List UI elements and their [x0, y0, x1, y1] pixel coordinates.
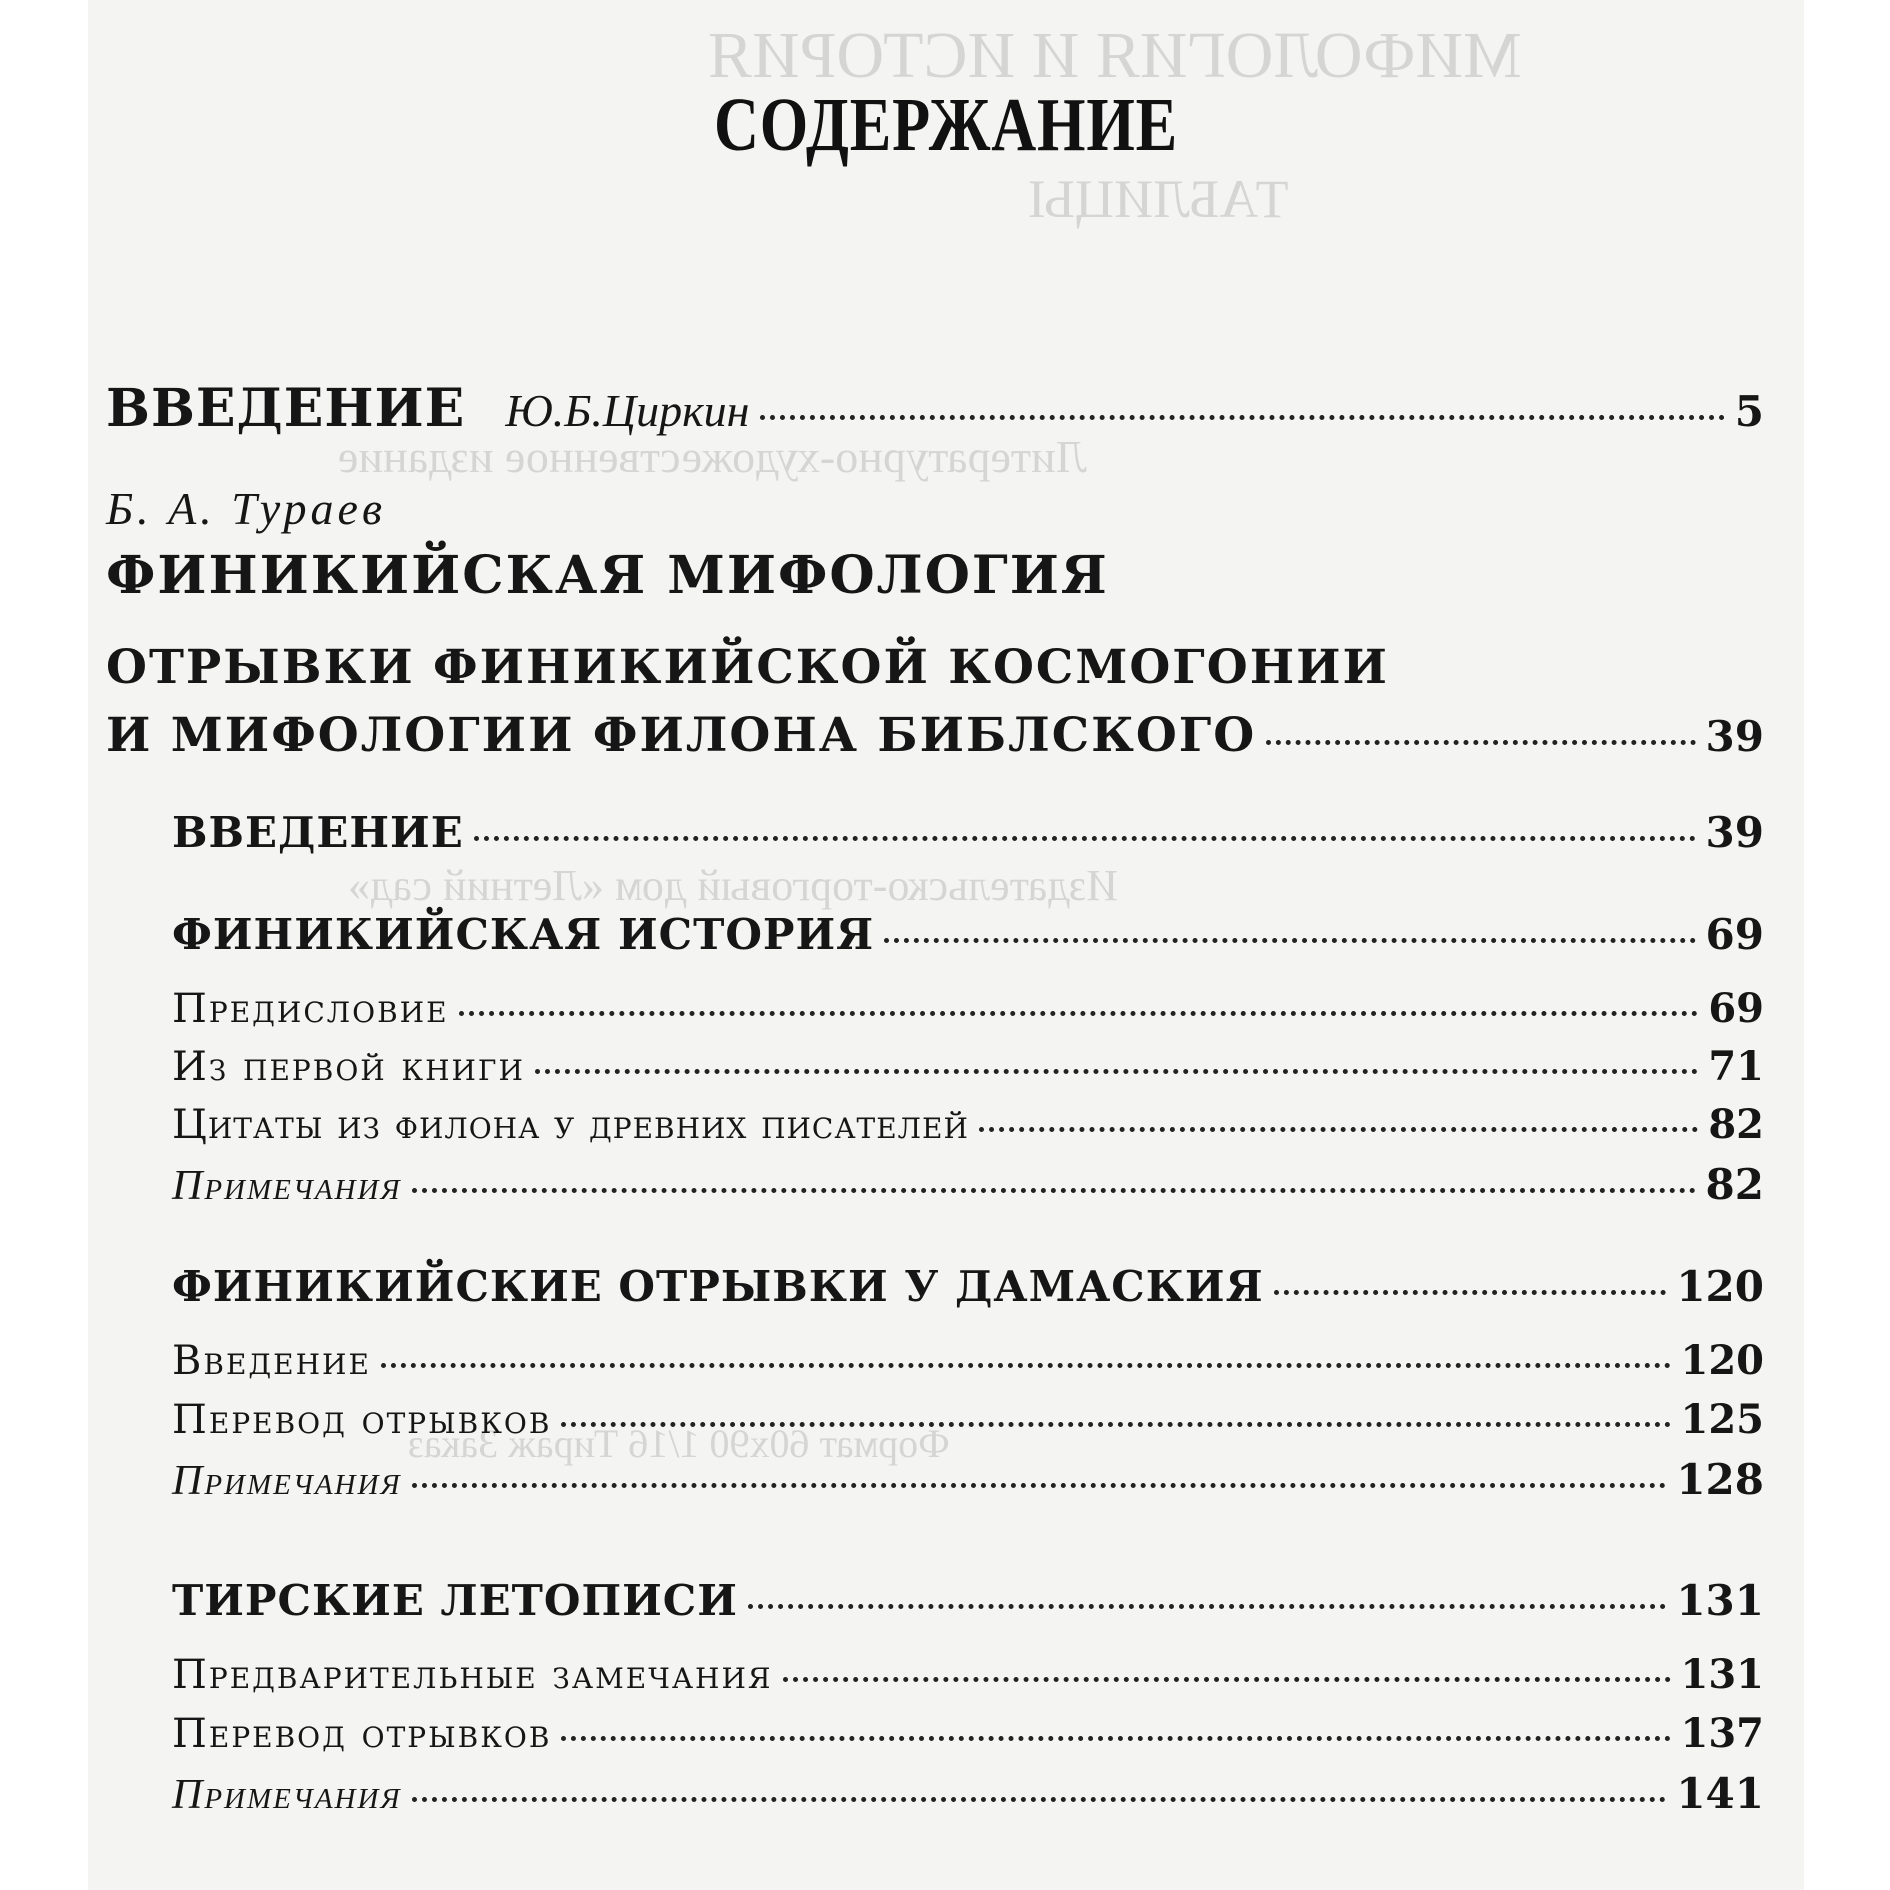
toc-entry	[172, 1101, 1764, 1148]
toc-entry-label: ВВЕДЕНИЕ	[172, 808, 464, 857]
toc-entry-label: Введение	[172, 1338, 371, 1384]
dot-leader	[474, 836, 1696, 841]
toc-entry	[172, 1396, 1764, 1443]
toc-entry	[172, 1651, 1764, 1698]
book-page	[88, 0, 1804, 1890]
part-title: ФИНИКИЙСКАЯ МИФОЛОГИЯ	[106, 545, 1109, 606]
toc-entry	[172, 910, 1764, 959]
toc-entry-label: Перевод отрывков	[172, 1397, 552, 1443]
toc-page-number: 82	[1708, 1101, 1764, 1148]
dot-leader	[1274, 1290, 1667, 1295]
toc-section-line1: ОТРЫВКИ ФИНИКИЙСКОЙ КОСМОГОНИИ	[106, 640, 1389, 695]
toc-entry	[172, 808, 1764, 857]
dot-leader	[884, 938, 1695, 943]
toc-entry-label: ФИНИКИЙСКИЕ ОТРЫВКИ У ДАМАСКИЯ	[172, 1262, 1264, 1311]
bleed-through-text: Литературно-художественное издание	[338, 431, 1087, 482]
dot-leader	[979, 1127, 1698, 1132]
bleed-through-text: Издательско-торговый дом «Летний сад»	[348, 861, 1119, 910]
toc-entry-label: Примечания	[172, 1163, 402, 1209]
page-title: СОДЕРЖАНИЕ	[713, 83, 1179, 167]
toc-page-number: 128	[1676, 1455, 1764, 1504]
toc-page-number: 69	[1708, 985, 1764, 1032]
toc-page-number: 69	[1705, 910, 1764, 959]
toc-entry	[172, 1769, 1764, 1819]
dot-leader	[748, 1604, 1666, 1609]
toc-page-number: 131	[1680, 1651, 1764, 1698]
dot-leader	[381, 1363, 1671, 1368]
dot-leader	[459, 1011, 1699, 1016]
dot-leader	[561, 1736, 1670, 1741]
toc-intro-label: ВВЕДЕНИЕ	[106, 378, 466, 439]
dot-leader	[1266, 740, 1695, 745]
toc-entry-label: Примечания	[172, 1772, 402, 1818]
toc-page-number: 5	[1734, 387, 1764, 436]
dot-leader	[412, 1188, 1696, 1193]
toc-entry-label: Из первой книги	[172, 1044, 525, 1090]
toc-page-number: 137	[1680, 1710, 1764, 1757]
toc-section-row	[106, 708, 1764, 763]
toc-page-number: 39	[1705, 712, 1764, 761]
toc-entry	[172, 1043, 1764, 1090]
toc-entry-label: Примечания	[172, 1458, 402, 1504]
toc-entry-label: Предисловие	[172, 986, 449, 1032]
toc-section-line2: И МИФОЛОГИИ ФИЛОНА БИБЛСКОГО	[106, 708, 1257, 763]
toc-entry	[172, 1160, 1764, 1210]
toc-page-number: 71	[1708, 1043, 1764, 1090]
toc-page-number: 125	[1680, 1396, 1764, 1443]
toc-entry	[172, 1710, 1764, 1757]
toc-entry	[172, 1576, 1764, 1625]
author-name: Б. А. Тураев	[106, 483, 386, 534]
toc-entry	[172, 985, 1764, 1032]
dot-leader	[412, 1797, 1667, 1802]
toc-entry	[172, 1455, 1764, 1505]
toc-entry-label: Перевод отрывков	[172, 1711, 552, 1757]
bleed-through-text: ТАБЛИЦЫ	[1028, 169, 1289, 229]
bleed-through-text: МИФОЛОГИЯ И ИСТОРИЯ	[708, 19, 1522, 92]
dot-leader	[783, 1677, 1671, 1682]
dot-leader	[760, 415, 1725, 420]
dot-leader	[535, 1069, 1698, 1074]
dot-leader	[412, 1483, 1667, 1488]
toc-page-number: 120	[1676, 1262, 1764, 1311]
toc-intro-author: Ю.Б.Циркин	[505, 385, 750, 436]
toc-entry	[172, 1262, 1764, 1311]
toc-entry-label: ФИНИКИЙСКАЯ ИСТОРИЯ	[172, 910, 875, 959]
toc-entry	[172, 1337, 1764, 1384]
dot-leader	[561, 1422, 1670, 1427]
toc-page-number: 131	[1676, 1576, 1764, 1625]
toc-page-number: 39	[1705, 808, 1764, 857]
toc-entry-label: Цитаты из филона у древних писателей	[172, 1102, 969, 1148]
toc-entry-label: ТИРСКИЕ ЛЕТОПИСИ	[172, 1576, 738, 1625]
toc-page-number: 82	[1705, 1160, 1764, 1209]
toc-intro-row	[106, 378, 1764, 439]
toc-page-number: 141	[1676, 1769, 1764, 1818]
toc-page-number: 120	[1680, 1337, 1764, 1384]
bleed-through-text: Формат 60х90 1/16 Тираж Заказ	[408, 1421, 950, 1466]
toc-entry-label: Предварительные замечания	[172, 1652, 773, 1698]
